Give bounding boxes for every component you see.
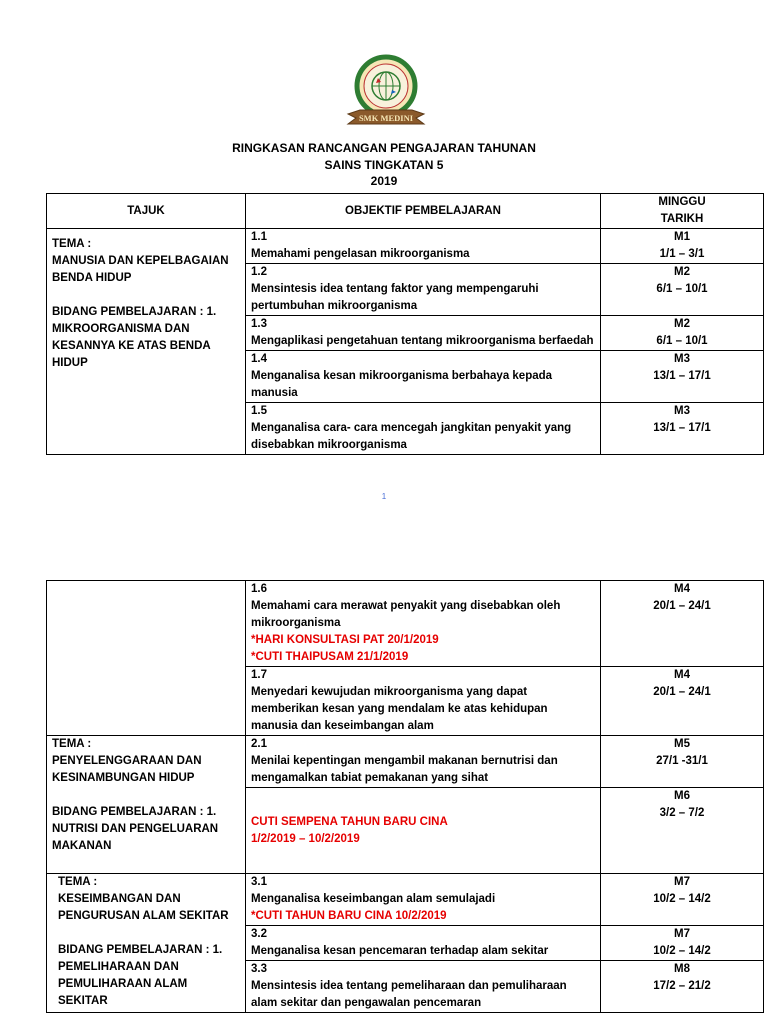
holiday-dates: 1/2/2019 – 10/2/2019 (251, 832, 360, 845)
header-tajuk: TAJUK (47, 194, 246, 229)
page-2 (0, 580, 768, 1024)
objective-cell (246, 351, 601, 403)
week-cell (601, 736, 764, 788)
week-cell (601, 961, 764, 1013)
topic-cell-empty (47, 581, 246, 736)
schedule-table-2 (46, 580, 764, 1013)
objective-number: 3.3 (251, 963, 267, 975)
week-cell (601, 229, 764, 264)
week-cell (601, 926, 764, 961)
table-row (47, 874, 764, 926)
objective-cell (246, 874, 601, 926)
week-cell (601, 788, 764, 874)
table-row (47, 229, 764, 264)
objective-text: Menyedari kewujudan mikroorganisma yang dapat memberikan kesan yang mendalam ke atas kehidupan manusia dan keseimbangan alam (251, 686, 548, 732)
date-range: 13/1 – 17/1 (653, 370, 711, 382)
week-label: M4 (674, 583, 690, 595)
bidang-text: BIDANG PEMBELAJARAN : 1. NUTRISI DAN PENGELUARAN MAKANAN (52, 806, 219, 852)
bidang-text: BIDANG PEMBELAJARAN : 1. PEMELIHARAAN DAN PEMULIHARAAN ALAM SEKITAR (58, 944, 223, 1007)
week-label: M4 (674, 669, 690, 681)
objective-text: Menilai kepentingan mengambil makanan bernutrisi dan mengamalkan tabiat pemakanan yang sihat (251, 755, 558, 784)
objective-cell (246, 926, 601, 961)
objective-cell (246, 736, 601, 788)
objective-number: 1.7 (251, 669, 267, 681)
title-line-3: 2019 (370, 174, 398, 188)
date-range: 10/2 – 14/2 (653, 893, 711, 905)
objective-number: 1.5 (251, 405, 267, 417)
week-cell (601, 874, 764, 926)
week-cell (601, 581, 764, 667)
objective-cell (246, 316, 601, 351)
page-number: 1 (381, 492, 387, 501)
date-range: 13/1 – 17/1 (653, 422, 711, 434)
header-minggu: MINGGU (658, 196, 706, 208)
date-range: 20/1 – 24/1 (653, 686, 711, 698)
week-cell (601, 264, 764, 316)
objective-number: 2.1 (251, 738, 267, 750)
objective-number: 3.2 (251, 928, 267, 940)
week-label: M1 (674, 231, 690, 243)
table-row (47, 581, 764, 667)
week-label: M3 (674, 405, 690, 417)
tema-label: TEMA : (52, 738, 92, 750)
date-range: 20/1 – 24/1 (653, 600, 711, 612)
note-text: *CUTI TAHUN BARU CINA 10/2/2019 (251, 910, 447, 922)
objective-text: Mensintesis idea tentang pemeliharaan dan pemuliharaan alam sekitar dan pengawalan pencemaran (251, 980, 567, 1009)
objective-text: Memahami pengelasan mikroorganisma (251, 248, 470, 260)
date-range: 10/2 – 14/2 (653, 945, 711, 957)
objective-text: Menganalisa keseimbangan alam semulajadi (251, 893, 496, 905)
week-label: M3 (674, 353, 690, 365)
objective-text: Mensintesis idea tentang faktor yang mempengaruhi pertumbuhan mikroorganisma (251, 283, 539, 312)
header-tarikh: TARIKH (660, 213, 704, 225)
date-range: 17/2 – 21/2 (653, 980, 711, 992)
objective-text: Menganalisa cara- cara mencegah jangkitan penyakit yang disebabkan mikroorganisma (251, 422, 572, 451)
objective-number: 3.1 (251, 876, 267, 888)
objective-cell (246, 788, 601, 874)
week-label: M2 (674, 266, 690, 278)
week-cell (601, 403, 764, 455)
tema-text: MANUSIA DAN KEPELBAGAIAN BENDA HIDUP (52, 255, 229, 284)
objective-cell (246, 667, 601, 736)
logo-banner-text: SMK MEDINI (358, 113, 414, 123)
schedule-table-1 (46, 193, 764, 455)
objective-text: Menganalisa kesan pencemaran terhadap alam sekitar (251, 945, 549, 957)
tema-text: KESEIMBANGAN DAN PENGURUSAN ALAM SEKITAR (58, 893, 229, 922)
date-range: 6/1 – 10/1 (656, 335, 708, 347)
title-line-1: RINGKASAN RANCANGAN PENGAJARAN TAHUNAN (232, 141, 536, 155)
note-text: *CUTI THAIPUSAM 21/1/2019 (251, 651, 409, 663)
objective-text: Menganalisa kesan mikroorganisma berbahaya kepada manusia (251, 370, 553, 399)
holiday-text: CUTI SEMPENA TAHUN BARU CINA (251, 815, 448, 828)
date-range: 6/1 – 10/1 (656, 283, 708, 295)
document-title (0, 140, 768, 190)
objective-cell (246, 581, 601, 667)
week-label: M7 (674, 928, 690, 940)
objective-cell (246, 403, 601, 455)
date-range: 1/1 – 3/1 (659, 248, 705, 260)
objective-cell (246, 961, 601, 1013)
week-cell (601, 351, 764, 403)
topic-cell (47, 874, 246, 1013)
objective-text: Memahami cara merawat penyakit yang disebabkan oleh mikroorganisma (251, 600, 561, 629)
date-range: 27/1 -31/1 (656, 755, 708, 767)
objective-cell (246, 264, 601, 316)
tema-label: TEMA : (52, 238, 92, 250)
title-line-2: SAINS TINGKATAN 5 (324, 157, 444, 172)
week-cell (601, 316, 764, 351)
objective-cell (246, 229, 601, 264)
tema-text: PENYELENGGARAAN DAN KESINAMBUNGAN HIDUP (52, 755, 202, 784)
school-logo (342, 52, 430, 134)
week-label: M6 (674, 790, 690, 802)
objective-number: 1.1 (251, 231, 267, 243)
objective-number: 1.6 (251, 583, 267, 595)
note-text: *HARI KONSULTASI PAT 20/1/2019 (251, 634, 439, 646)
week-label: M8 (674, 963, 690, 975)
week-label: M7 (674, 876, 690, 888)
objective-number: 1.3 (251, 318, 267, 330)
objective-number: 1.2 (251, 266, 267, 278)
week-label: M2 (674, 318, 690, 330)
topic-cell (47, 736, 246, 874)
table-row (47, 736, 764, 788)
bidang-text: BIDANG PEMBELAJARAN : 1. MIKROORGANISMA DAN KESANNYA KE ATAS BENDA HIDUP (52, 306, 217, 369)
objective-text: Mengaplikasi pengetahuan tentang mikroorganisma berfaedah (251, 335, 594, 347)
topic-cell (47, 229, 246, 455)
date-range: 3/2 – 7/2 (659, 807, 705, 819)
tema-label: TEMA : (58, 876, 98, 888)
objective-number: 1.4 (251, 353, 267, 365)
week-label: M5 (674, 738, 690, 750)
header-minggu-tarikh (601, 194, 764, 229)
week-cell (601, 667, 764, 736)
table-header-row (47, 194, 764, 229)
header-objektif: OBJEKTIF PEMBELAJARAN (246, 194, 601, 229)
